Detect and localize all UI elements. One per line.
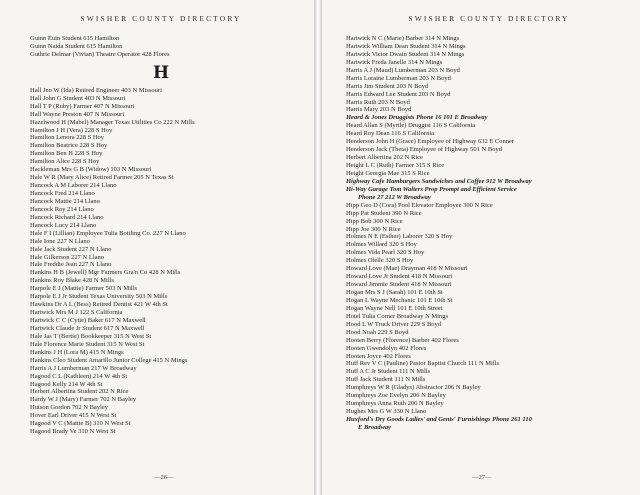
directory-entry: Hale Florence Marie Student 315 N West St xyxy=(30,340,145,348)
directory-entry: Huff Rev V C (Pauline) Pastor Baptist Church 111 N Mills xyxy=(346,360,499,368)
page-header: SWISHER COUNTY DIRECTORY xyxy=(408,14,570,23)
directory-entry: Hancock A M Laborer 214 Llano xyxy=(30,182,117,190)
directory-entry: Hall Wayne Preston 407 N Missouri xyxy=(30,110,125,118)
directory-entry: Harris Ruth 203 N Boyd xyxy=(346,98,410,106)
directory-entry: Hooten Gwendolyn 402 Flores xyxy=(346,344,427,352)
directory-entry: Hall John G Student 403 N Missouri xyxy=(30,94,126,102)
directory-entry: Hamilton Ben H 228 S Hoy xyxy=(30,150,103,158)
directory-entry: Hamilton Lenora 228 S Hoy xyxy=(30,134,105,142)
directory-entry: Hipp Geo D (Cora) Pool Elevator Employee 300 N Rice xyxy=(346,201,493,209)
directory-entry: Hartwick C C (Cytie) Baker 617 N Maxwell xyxy=(30,317,146,324)
directory-entry: Holmes Vida Pearl 320 S Hoy xyxy=(346,249,425,257)
directory-entry: Highway Cafe Hamburgers Sandwiches and Coffee 912 W Broadway xyxy=(346,177,532,185)
directory-entry: Hale Jack Student 227 N Llano xyxy=(30,245,112,253)
directory-entry: Harris A J Lumberman 217 W Broadway xyxy=(30,364,137,372)
directory-entry: Hall Jno W (Ida) Retired Engineer 403 N Missouri xyxy=(30,86,162,94)
directory-entry: Guinn Euin Student 615 Hamilton xyxy=(30,35,120,42)
directory-entry: Hamilton Alice 228 S Hoy xyxy=(30,158,100,166)
directory-entry: Hazelwood H (Mabel) Manager Texas Utilities Co 222 N Mills xyxy=(30,118,195,126)
directory-entry: Hancock Richard 214 Llano xyxy=(30,213,104,221)
directory-list-top xyxy=(30,35,306,59)
directory-entry: Hagood V C (Mattie B) 310 N West St xyxy=(30,420,131,428)
left-page xyxy=(0,0,314,495)
directory-entry: Heard Allan S (Myrtle) Druggist 116 S California xyxy=(346,122,476,130)
directory-entry: Hood L W Truck Driver 229 S Boyd xyxy=(346,320,442,328)
directory-entry: Herbert Albertina 202 N Rice xyxy=(346,154,423,162)
directory-entry: Phone 27 212 W Broadway xyxy=(358,193,431,201)
directory-entry: Hooten Joyce 402 Flores xyxy=(346,352,411,360)
directory-entry: Humphreys W R (Gladys) Abstractor 206 N Bayley xyxy=(346,384,481,392)
directory-entry: Hackleman Mrs G B (Widow) 103 N Missouri xyxy=(30,166,152,174)
directory-entry: Hancock Roy 214 Llano xyxy=(30,205,94,213)
directory-entry: Hotel Tulia Corner Broadway N Mings xyxy=(346,312,449,320)
page-header: SWISHER COUNTY DIRECTORY xyxy=(80,14,242,23)
directory-entry: Henderson John H (Grace) Employee of Highway 632 E Conner xyxy=(346,138,515,146)
page-number: —27— xyxy=(472,474,492,481)
directory-entry: Hawkins Dr A L (Bess) Retired Dentist 421 W 4th St xyxy=(30,301,168,309)
directory-entry: Guthrie Delmar (Vivian) Theatre Operator 428 Flores xyxy=(30,50,170,58)
directory-entry: Hogan Mrs S J (Sarah) 101 E 10th St xyxy=(346,289,443,296)
directory-entry: Hagood Brady Ve 310 N West St xyxy=(30,428,116,436)
directory-entry: Herbert Albertina Student 202 N Rice xyxy=(30,388,129,396)
directory-entry: Hankins Cleo Student Amarillo Junior College 415 N Mings xyxy=(30,356,188,364)
section-letter-text: H xyxy=(152,62,170,83)
directory-entry: Hankins J H (Lora M) 415 N Mings xyxy=(30,348,124,356)
directory-entry: Hagood C L (Kathleen) 214 W 4th St xyxy=(30,372,128,380)
directory-entry: Hartwick Freda Janelle 314 N Mings xyxy=(346,58,443,66)
directory-entry: Howard Love (Mae) Drayman 418 N Missouri xyxy=(346,265,468,273)
directory-entry: Huxford's Dry Goods Ladies' and Gents' Furnishings Phone 261 110 xyxy=(346,416,532,423)
directory-entry: Hipp Bob 300 N Rice xyxy=(346,217,403,225)
directory-entry: Harpole E J (Mattie) Farmer 503 N Mills xyxy=(30,285,138,293)
directory-entry: Hale F I (Lillian) Employee Tulia Bottling Co. 227 N Llano xyxy=(30,229,186,237)
right-page xyxy=(322,0,640,495)
directory-entry: Harris Jim Student 203 N Boyd xyxy=(346,82,429,90)
directory-entry: Howard Love Jr Student 418 N Missouri xyxy=(346,273,453,281)
directory-entry: Huff Jack Student 111 N Mills xyxy=(346,376,426,384)
directory-entry: Hancock Lucy 214 Llano xyxy=(30,221,97,229)
directory-entry: Hutson Gordon 702 N Bayley xyxy=(30,404,108,412)
directory-entry: Holmes N E (Esther) Laborer 320 S Hoy xyxy=(346,233,453,241)
directory-entry: Hogan L Wayne Mechanic 101 E 10th St xyxy=(346,296,453,304)
directory-list xyxy=(30,87,306,436)
directory-entry: Humphreys Zoe Evelyn 206 N Bayley xyxy=(346,392,446,400)
directory-entry: Hagood Kelly 214 W 4th St xyxy=(30,380,103,388)
directory-entry: Hogan Wayne Nell 101 E 10th Street xyxy=(346,304,443,312)
directory-entry: Hover Earl Driver 415 N West St xyxy=(30,412,117,420)
directory-entry: Hamilton J H (Vera) 228 S Hoy xyxy=(30,126,113,134)
directory-entry: Huff A C Jr Student 111 N Mills xyxy=(346,368,431,376)
directory-entry: Howard Jimmie Student 418 N Missouri xyxy=(346,281,452,289)
directory-entry: Harris Loraine Lumberman 203 N Boyd xyxy=(346,74,451,82)
directory-entry: Hipp Joe 300 N Rice xyxy=(346,225,401,233)
directory-entry: Hartwick Claude Jr Student 617 N Maxwell xyxy=(30,324,145,332)
directory-entry: Hale Jas T (Bertie) Bookkeeper 315 N West St xyxy=(30,332,152,340)
directory-entry: Hi-Way Garage Tom Walters Prop Prompt and Efficient Service xyxy=(346,185,517,193)
directory-entry: Guinn Naida Student 615 Hamilton xyxy=(30,42,123,50)
directory-entry: Hale Gilkerson 227 N Llano xyxy=(30,253,105,261)
directory-entry: Harris A J (Maud) Lumberman 203 N Boyd xyxy=(346,66,460,74)
section-letter xyxy=(30,63,306,83)
directory-entry: E Broadway xyxy=(358,423,392,431)
directory-entry: Heard Roy Dean 116 S California xyxy=(346,130,435,138)
directory-entry: Hale W R (Mary Alice) Retired Farmer 205 N Texas St xyxy=(30,174,174,182)
directory-entry: Hankins Roy Blake 428 N Mills xyxy=(30,277,114,285)
directory-entry: Hartwick Victor Dwain Student 314 N Mings xyxy=(346,50,465,58)
directory-entry: Hooten Berry (Florence) Barber 402 Flores xyxy=(346,336,459,344)
directory-entry: Height L C (Ruth) Farmer 315 S Rice xyxy=(346,162,445,169)
directory-entry: Hipp Pat Student 390 N Rice xyxy=(346,209,422,217)
directory-entry: Henderson Jack (Theta) Employee of Highway 501 N Boyd xyxy=(346,146,502,154)
directory-entry: Hartwick N C (Marie) Barber 314 N Mings xyxy=(346,35,460,42)
book-gutter xyxy=(314,0,322,495)
directory-entry: Hall T P (Ruby) Farmer 407 N Missouri xyxy=(30,102,135,110)
directory-entry: Hancock Mattie 214 Llano xyxy=(30,197,100,205)
directory-entry: Holmes Willard 320 S Hoy xyxy=(346,241,417,249)
directory-entry: Heard & Jones Druggists Phone 16 101 E Broadway xyxy=(346,114,488,122)
directory-entry: Harris Edward Lee Student 203 N Boyd xyxy=(346,90,451,98)
directory-entry: Hood Noah 229 S Boyd xyxy=(346,328,409,336)
directory-entry: Hartwick William Dean Student 314 N Mings xyxy=(346,42,466,50)
directory-entry: Hale Freddie Jean 227 N Llano xyxy=(30,261,112,269)
directory-entry: Holmes Olelle 320 S Hoy xyxy=(346,257,414,265)
directory-entry: Harris Mary 203 N Boyd xyxy=(346,106,412,114)
directory-entry: Hughes Mrs G W 330 N Llano xyxy=(346,408,427,416)
directory-entry: Hamilton Beatrice 228 S Hoy xyxy=(30,142,108,150)
directory-entry: Hartwick Mrs M J 122 S California xyxy=(30,309,123,317)
directory-list xyxy=(346,35,632,432)
directory-entry: Humphreys Anna Ruth 206 N Bayley xyxy=(346,400,444,408)
directory-entry: Hankins H B (Jewell) Mgr Farmers Gra'n Co 428 N Mills xyxy=(30,269,181,277)
page-number: —26— xyxy=(154,474,174,481)
directory-entry: Hale Ione 227 N Llano xyxy=(30,237,90,245)
directory-entry: Height Georgia Mae 315 S Rice xyxy=(346,169,430,177)
directory-entry: Harpole E J Jr Student Texas University 503 N Mills xyxy=(30,293,168,301)
directory-entry: Hardy W J (Mary) Farmer 702 N Bayley xyxy=(30,396,137,404)
directory-entry: Hancock Fred 214 Llano xyxy=(30,190,95,197)
